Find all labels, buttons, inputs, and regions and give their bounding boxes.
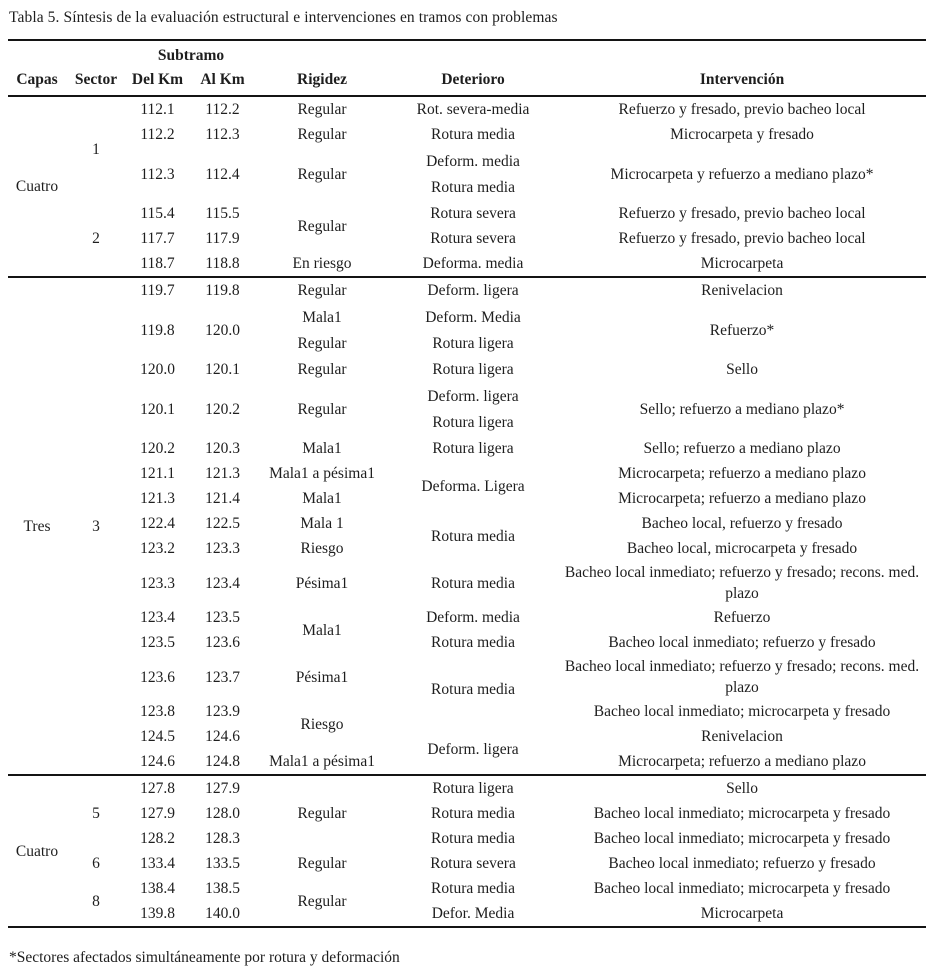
cell-al-km: 117.9 xyxy=(205,230,240,247)
header-deterioro: Deterioro xyxy=(388,68,558,96)
table-row xyxy=(8,561,926,605)
cell-sector: 3 xyxy=(66,277,126,775)
cell-intervencion: Sello; refuerzo a mediano plazo xyxy=(643,440,841,457)
cell-deterioro: Rotura ligera xyxy=(432,440,514,457)
cell-intervencion: Bacheo local inmediato; refuerzo y fresado; recons. med. plazo xyxy=(564,658,920,696)
header-spacer xyxy=(256,40,926,68)
cell-sector: 6 xyxy=(92,855,100,872)
cell-rigidez: Mala1 xyxy=(302,440,342,457)
cell-al-km: 112.3 xyxy=(205,126,240,143)
header-del-km: Del Km xyxy=(126,68,189,96)
cell-rigidez: Regular xyxy=(297,217,347,235)
cell-al-km: 140.0 xyxy=(205,905,240,922)
table-row xyxy=(8,357,926,382)
cell-rigidez: Regular xyxy=(297,101,347,118)
cell-deterioro: Rotura ligera xyxy=(388,775,558,801)
cell-intervencion: Bacheo local, microcarpeta y fresado xyxy=(626,540,858,557)
cell-sector: 2 xyxy=(92,230,100,247)
cell-deterioro: Defor. Media xyxy=(431,905,515,922)
table-row xyxy=(8,630,926,655)
header-columns-row xyxy=(8,68,926,96)
cell-al-km: 120.0 xyxy=(205,321,240,339)
header-capas: Capas xyxy=(8,68,66,96)
cell-del-km: 122.4 xyxy=(140,515,175,532)
cell-del-km: 119.7 xyxy=(126,277,189,303)
cell-sector: 1 xyxy=(92,140,100,158)
cell-intervencion: Microcarpeta y refuerzo a mediano plazo* xyxy=(610,165,874,183)
cell-del-km: 121.1 xyxy=(140,465,175,482)
header-group-row xyxy=(8,40,926,68)
cell-deterioro: Deform. ligera xyxy=(388,277,558,303)
cell-al-km: 122.5 xyxy=(205,515,240,532)
cell-rigidez: Mala1 xyxy=(302,621,342,639)
cell-intervencion: Microcarpeta xyxy=(700,255,784,272)
table-row xyxy=(8,511,926,536)
cell-intervencion: Sello; refuerzo a mediano plazo* xyxy=(639,400,845,418)
data-table xyxy=(8,39,926,928)
table-row xyxy=(8,775,926,801)
cell-del-km: 120.1 xyxy=(140,400,175,418)
cell-del-km: 112.1 xyxy=(140,101,175,118)
cell-al-km: 123.6 xyxy=(205,634,240,651)
cell-line: Rotura ligera xyxy=(432,334,514,352)
cell-deterioro: Rotura media xyxy=(431,126,515,143)
cell-deterioro: Rotura severa xyxy=(430,205,516,222)
table-row xyxy=(8,201,926,226)
table-row xyxy=(8,461,926,486)
cell-del-km: 128.2 xyxy=(140,830,175,847)
cell-al-km: 120.3 xyxy=(205,440,240,457)
cell-intervencion: Renivelacion xyxy=(558,277,926,303)
cell-line: Rotura media xyxy=(431,178,515,196)
cell-rigidez: Regular xyxy=(297,361,347,378)
cell-intervencion: Microcarpeta; refuerzo a mediano plazo xyxy=(618,465,866,482)
cell-rigidez: Riesgo xyxy=(300,540,344,557)
cell-rigidez: Regular xyxy=(297,126,347,143)
cell-line: Mala1 xyxy=(302,308,342,326)
table-body xyxy=(8,96,926,927)
cell-al-km: 120.1 xyxy=(205,361,240,378)
cell-sector: 5 xyxy=(66,775,126,851)
cell-del-km: 123.8 xyxy=(140,703,175,720)
cell-capas: Tres xyxy=(8,277,66,775)
table-row xyxy=(8,122,926,147)
cell-intervencion: Bacheo local inmediato; microcarpeta y fresado xyxy=(593,830,891,847)
cell-al-km: 133.5 xyxy=(205,855,240,872)
cell-rigidez: Mala1 xyxy=(302,490,342,507)
footnote: *Sectores afectados simultáneamente por rotura y deformación xyxy=(9,949,400,966)
cell-intervencion: Microcarpeta xyxy=(700,905,784,922)
cell-al-km: 127.9 xyxy=(189,775,256,801)
cell-al-km: 123.7 xyxy=(205,668,240,686)
cell-deterioro xyxy=(388,382,558,436)
cell-del-km: 139.8 xyxy=(140,905,175,922)
cell-deterioro xyxy=(388,147,558,201)
cell-al-km: 123.4 xyxy=(205,574,240,592)
cell-line: Rotura ligera xyxy=(432,413,514,431)
cell-intervencion: Bacheo local, refuerzo y fresado xyxy=(641,515,843,532)
table-row xyxy=(8,251,926,277)
cell-deterioro: Rotura media xyxy=(431,805,515,822)
cell-capas: Cuatro xyxy=(15,178,59,195)
table-row xyxy=(8,277,926,303)
cell-al-km: 128.3 xyxy=(205,830,240,847)
cell-del-km: 123.6 xyxy=(140,668,175,686)
table-row xyxy=(8,851,926,876)
cell-intervencion: Microcarpeta; refuerzo a mediano plazo xyxy=(618,753,866,770)
cell-deterioro: Rotura media xyxy=(431,880,515,897)
cell-intervencion: Bacheo local inmediato; refuerzo y fresado xyxy=(608,855,876,872)
cell-deterioro: Rotura ligera xyxy=(432,361,514,378)
cell-intervencion: Refuerzo y fresado, previo bacheo local xyxy=(618,230,866,247)
cell-del-km: 127.9 xyxy=(140,805,175,822)
cell-deterioro: Deform. ligera xyxy=(427,740,519,758)
cell-del-km: 133.4 xyxy=(140,855,175,872)
header-subtramo: Subtramo xyxy=(157,47,225,64)
cell-deterioro: Deforma. media xyxy=(422,255,524,272)
header-rigidez: Rigidez xyxy=(256,68,388,96)
cell-al-km: 121.3 xyxy=(205,465,240,482)
cell-intervencion: Microcarpeta; refuerzo a mediano plazo xyxy=(618,490,866,507)
cell-al-km: 118.8 xyxy=(205,255,240,272)
cell-rigidez: En riesgo xyxy=(292,255,352,272)
cell-deterioro: Deforma. Ligera xyxy=(421,477,525,495)
cell-al-km: 119.8 xyxy=(189,277,256,303)
cell-al-km: 123.3 xyxy=(205,540,240,557)
cell-al-km: 128.0 xyxy=(205,805,240,822)
table-header xyxy=(8,40,926,96)
cell-intervencion: Bacheo local inmediato; microcarpeta y fresado xyxy=(593,880,891,897)
cell-intervencion: Refuerzo* xyxy=(709,321,775,339)
cell-rigidez: Regular xyxy=(297,165,347,183)
cell-al-km: 123.9 xyxy=(205,703,240,720)
table-row xyxy=(8,655,926,699)
cell-rigidez: Mala1 a pésima1 xyxy=(269,753,375,770)
cell-al-km: 124.8 xyxy=(205,753,240,770)
cell-deterioro: Rotura media xyxy=(431,681,515,698)
table-row xyxy=(8,801,926,826)
cell-deterioro: Rotura media xyxy=(431,634,515,651)
cell-rigidez: Mala 1 xyxy=(300,515,344,532)
cell-del-km: 127.8 xyxy=(126,775,189,801)
header-spacer xyxy=(8,40,126,68)
cell-del-km: 112.2 xyxy=(140,126,175,143)
table-row xyxy=(8,605,926,630)
cell-line: Regular xyxy=(297,334,347,352)
cell-al-km: 138.5 xyxy=(205,880,240,897)
cell-al-km: 124.6 xyxy=(205,728,240,745)
table-row xyxy=(8,876,926,901)
cell-al-km: 120.2 xyxy=(205,400,240,418)
cell-rigidez: Regular xyxy=(297,400,347,418)
cell-rigidez: Regular xyxy=(297,892,347,910)
cell-intervencion: Refuerzo y fresado, previo bacheo local xyxy=(618,205,866,222)
table-row xyxy=(8,96,926,122)
cell-del-km: 115.4 xyxy=(140,205,175,222)
cell-al-km: 123.5 xyxy=(205,609,240,626)
table-row xyxy=(8,901,926,927)
cell-al-km: 112.2 xyxy=(205,101,240,118)
cell-deterioro: Rotura severa xyxy=(430,230,516,247)
cell-del-km: 123.3 xyxy=(140,574,175,592)
cell-intervencion: Refuerzo xyxy=(713,609,771,626)
cell-deterioro: Rotura media xyxy=(431,830,515,847)
table-row xyxy=(8,226,926,251)
cell-al-km: 115.5 xyxy=(205,205,240,222)
cell-intervencion: Refuerzo y fresado, previo bacheo local xyxy=(618,101,866,118)
cell-del-km: 123.5 xyxy=(140,634,175,651)
cell-rigidez: Regular xyxy=(256,775,388,851)
table-row xyxy=(8,147,926,201)
cell-al-km: 112.4 xyxy=(205,165,240,183)
table-row xyxy=(8,303,926,357)
cell-intervencion: Bacheo local inmediato; microcarpeta y fresado xyxy=(593,703,891,720)
cell-rigidez: Riesgo xyxy=(300,715,344,733)
cell-intervencion: Bacheo local inmediato; microcarpeta y fresado xyxy=(593,805,891,822)
cell-del-km: 138.4 xyxy=(140,880,175,897)
cell-line: Deform. Media xyxy=(425,308,521,326)
header-sector: Sector xyxy=(66,68,126,96)
cell-intervencion: Bacheo local inmediato; refuerzo y fresado xyxy=(608,634,876,651)
cell-del-km: 124.5 xyxy=(140,728,175,745)
cell-del-km: 112.3 xyxy=(140,165,175,183)
cell-intervencion: Renivelacion xyxy=(701,728,783,745)
cell-line: Deform. media xyxy=(426,152,520,170)
cell-sector: 8 xyxy=(92,892,100,910)
header-al-km: Al Km xyxy=(189,68,256,96)
header-intervencion: Intervención xyxy=(558,68,926,96)
cell-deterioro: Rotura media xyxy=(431,574,515,592)
cell-del-km: 117.7 xyxy=(140,230,175,247)
table-row xyxy=(8,382,926,436)
cell-rigidez: Pésima1 xyxy=(295,574,349,592)
cell-intervencion: Sello xyxy=(558,775,926,801)
cell-rigidez: Regular xyxy=(297,855,347,872)
table-title: Tabla 5. Síntesis de la evaluación estructural e intervenciones en tramos con problemas xyxy=(9,9,558,26)
cell-al-km: 121.4 xyxy=(205,490,240,507)
table-row xyxy=(8,724,926,749)
cell-capas: Cuatro xyxy=(8,775,66,927)
cell-rigidez: Pésima1 xyxy=(295,668,349,686)
cell-deterioro: Rot. severa-media xyxy=(416,101,530,118)
cell-line: Deform. ligera xyxy=(427,387,519,405)
cell-intervencion: Microcarpeta y fresado xyxy=(670,126,814,143)
cell-rigidez: Regular xyxy=(256,277,388,303)
cell-del-km: 119.8 xyxy=(140,321,175,339)
table-row xyxy=(8,436,926,461)
cell-deterioro xyxy=(388,303,558,357)
cell-del-km: 120.2 xyxy=(140,440,175,457)
cell-del-km: 120.0 xyxy=(140,361,175,378)
cell-intervencion: Bacheo local inmediato; refuerzo y fresado; recons. med. plazo xyxy=(564,564,920,602)
cell-deterioro: Deform. media xyxy=(426,609,520,626)
cell-del-km: 123.4 xyxy=(140,609,175,626)
cell-del-km: 124.6 xyxy=(140,753,175,770)
cell-intervencion: Sello xyxy=(726,361,758,378)
cell-del-km: 118.7 xyxy=(140,255,175,272)
table-row xyxy=(8,826,926,851)
cell-rigidez: Mala1 a pésima1 xyxy=(269,465,375,482)
cell-rigidez xyxy=(256,303,388,357)
cell-deterioro: Rotura media xyxy=(431,527,515,545)
cell-del-km: 123.2 xyxy=(140,540,175,557)
cell-del-km: 121.3 xyxy=(140,490,175,507)
cell-deterioro: Rotura severa xyxy=(430,855,516,872)
